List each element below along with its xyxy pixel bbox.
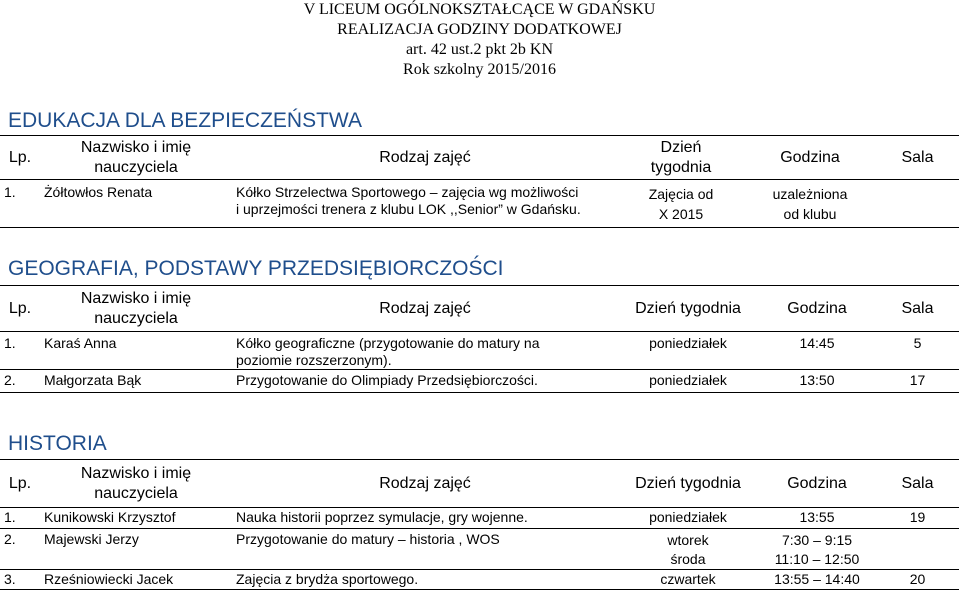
cell-hour-line2: 11:10 – 12:50 xyxy=(774,551,860,567)
cell-lp: 1. xyxy=(4,335,16,351)
col-hour-header: Godzina xyxy=(787,474,847,492)
cell-room: 20 xyxy=(909,571,926,587)
section-title-historia: HISTORIA xyxy=(8,432,107,455)
cell-hour: 13:55 – 14:40 xyxy=(774,571,860,587)
cell-day: poniedziałek xyxy=(649,509,727,525)
cell-hour xyxy=(758,529,876,570)
cell-room: 17 xyxy=(909,372,926,388)
col-day-header-line1: Dzień xyxy=(660,138,702,156)
cell-activity: Przygotowanie do Olimpiady Przedsiębiorczości. xyxy=(236,372,538,388)
cell-lp: 2. xyxy=(4,531,16,547)
cell-name: Żółtowłos Renata xyxy=(44,184,153,200)
cell-day xyxy=(618,180,744,228)
cell-name: Małgorzata Bąk xyxy=(44,372,142,388)
col-day-header-line2: tygodnia xyxy=(650,158,712,176)
section-title-geografia: GEOGRAFIA, PODSTAWY PRZEDSIĘBIORCZOŚCI xyxy=(8,257,504,280)
col-lp-header: Lp. xyxy=(8,474,32,492)
cell-room xyxy=(876,529,959,570)
col-lp-header: Lp. xyxy=(8,148,32,166)
col-name-header-line1: Nazwisko i imię xyxy=(80,464,192,482)
table-header-row xyxy=(0,136,959,180)
cell-activity xyxy=(232,332,618,370)
cell-hour: 13:55 xyxy=(799,509,835,525)
cell-day-line1: wtorek xyxy=(667,532,709,548)
cell-activity-line2: i uprzejmości trenera z klubu LOK ,,Senior” w Gdańsku. xyxy=(236,201,581,217)
table-row xyxy=(0,529,959,570)
cell-day: czwartek xyxy=(660,571,716,587)
col-room-header: Sala xyxy=(901,474,934,492)
table-row xyxy=(0,332,959,370)
col-day-header: Dzień tygodnia xyxy=(635,474,741,492)
cell-activity-line1: Kółko Strzelectwa Sportowego – zajęcia wg możliwości xyxy=(236,184,579,200)
col-activity-header: Rodzaj zajęć xyxy=(379,474,471,492)
cell-lp: 1. xyxy=(4,184,16,200)
col-name-header xyxy=(40,286,232,332)
cell-day: poniedziałek xyxy=(649,335,727,351)
table-edb xyxy=(0,135,959,228)
table-geografia xyxy=(0,285,959,393)
col-name-header-line2: nauczyciela xyxy=(94,158,178,176)
cell-name: Rześniowiecki Jacek xyxy=(44,571,174,587)
cell-lp: 2. xyxy=(4,372,16,388)
cell-hour: 14:45 xyxy=(799,335,835,351)
table-row xyxy=(0,508,959,529)
cell-day: poniedziałek xyxy=(649,372,727,388)
cell-activity: Zajęcia z brydża sportowego. xyxy=(236,571,419,587)
table-row xyxy=(0,370,959,393)
col-name-header-line1: Nazwisko i imię xyxy=(80,289,192,307)
cell-lp: 1. xyxy=(4,509,16,525)
cell-hour-line1: 7:30 – 9:15 xyxy=(781,532,853,548)
table-historia xyxy=(0,459,959,590)
cell-hour-line2: od klubu xyxy=(783,206,837,222)
col-lp-header: Lp. xyxy=(8,299,32,317)
col-name-header-line2: nauczyciela xyxy=(94,484,178,502)
document-header xyxy=(0,0,959,80)
table-row xyxy=(0,180,959,228)
cell-lp: 3. xyxy=(4,571,16,587)
cell-day-line1: Zajęcia od xyxy=(648,186,714,202)
legal-basis: art. 42 ust.2 pkt 2b KN xyxy=(405,41,554,58)
cell-room: 19 xyxy=(909,509,926,525)
cell-hour xyxy=(744,180,876,228)
cell-activity: Przygotowanie do matury – historia , WOS xyxy=(236,531,500,547)
cell-room: 5 xyxy=(913,335,922,351)
col-name-header-line2: nauczyciela xyxy=(94,309,178,327)
cell-day xyxy=(618,529,758,570)
col-activity-header: Rodzaj zajęć xyxy=(379,299,471,317)
cell-activity xyxy=(232,180,618,228)
cell-day-line2: X 2015 xyxy=(658,206,704,222)
col-room-header: Sala xyxy=(901,148,934,166)
cell-day-line2: środa xyxy=(670,551,706,567)
cell-room xyxy=(876,180,959,228)
col-hour-header: Godzina xyxy=(787,299,847,317)
section-title-edb: EDUKACJA DLA BEZPIECZEŃSTWA xyxy=(8,109,362,132)
col-name-header xyxy=(40,460,232,508)
cell-name: Majewski Jerzy xyxy=(44,531,139,547)
cell-activity: Nauka historii poprzez symulacje, gry wojenne. xyxy=(236,509,528,525)
col-name-header-line1: Nazwisko i imię xyxy=(80,138,192,156)
cell-activity-line2: poziomie rozszerzonym). xyxy=(236,352,392,368)
school-year: Rok szkolny 2015/2016 xyxy=(403,61,556,78)
col-day-header: Dzień tygodnia xyxy=(635,299,741,317)
table-header-row xyxy=(0,460,959,508)
col-room-header: Sala xyxy=(901,299,934,317)
document-subtitle: REALIZACJA GODZINY DODATKOWEJ xyxy=(337,21,622,38)
cell-name: Kunikowski Krzysztof xyxy=(44,509,176,525)
school-name: V LICEUM OGÓLNOKSZTAŁCĄCE W GDAŃSKU xyxy=(303,1,656,18)
col-name-header xyxy=(40,136,232,180)
cell-hour: 13:50 xyxy=(799,372,835,388)
col-day-header xyxy=(618,136,744,180)
col-activity-header: Rodzaj zajęć xyxy=(379,148,471,166)
table-header-row xyxy=(0,286,959,332)
cell-hour-line1: uzależniona xyxy=(772,186,848,202)
cell-activity-line1: Kółko geograficzne (przygotowanie do matury na xyxy=(236,335,540,351)
cell-name: Karaś Anna xyxy=(44,335,117,351)
col-hour-header: Godzina xyxy=(780,148,840,166)
